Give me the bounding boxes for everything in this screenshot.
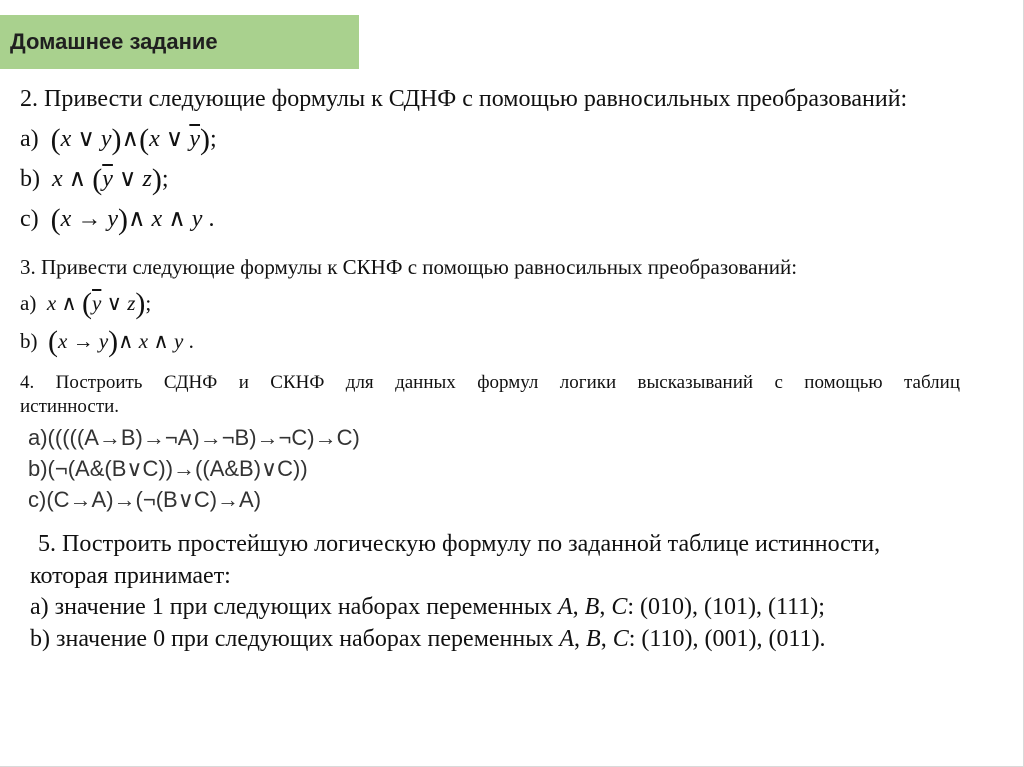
task5-a-text: a) значение 1 при следующих наборах переменных <box>30 594 552 620</box>
var-c: C <box>612 626 629 652</box>
task2-formula-a <box>20 124 217 155</box>
task4-heading: 4. Построить СДНФ и СКНФ для данных формул логики высказываний с помощью таблиц <box>20 372 960 393</box>
var-c: C <box>611 594 628 620</box>
task3-b-expression: (x → y)∧ x ∧ y . <box>48 325 194 358</box>
task2-b-expression: x ∧ ($\overline{y}$ ∨ z); <box>52 163 169 196</box>
task5-a-sets: : (010), (101), (111); <box>627 594 825 620</box>
task3-a-label: a) <box>20 291 37 315</box>
task5-item-a: a) значение 1 при следующих наборах переменных A, B, C: (010), (101), (111); <box>30 594 825 620</box>
task2-c-expression: (x → y)∧ x ∧ y . <box>50 203 215 236</box>
task4-formula-b: b)(¬(A&(B∨C))→((A&B)∨C)) <box>28 456 308 481</box>
task3-b-label: b) <box>20 329 38 353</box>
task5-item-b: b) значение 0 при следующих наборах переменных A, B, C: (110), (001), (011). <box>30 626 826 652</box>
task5-b-sets: : (110), (001), (011). <box>628 626 826 652</box>
task4-formula-c: c)(C→A)→(¬(B∨C)→A) <box>28 487 262 512</box>
task4-formula-a: a)(((((A→B)→¬A)→¬B)→¬C)→C) <box>28 425 360 450</box>
task2-c-label: c) <box>20 206 39 232</box>
task2-b-label: b) <box>20 166 40 192</box>
task2-a-label: a) <box>20 126 39 152</box>
task2-formula-b <box>20 164 168 195</box>
task5-heading-cont: которая принимает: <box>30 563 231 589</box>
task5-heading: 5. Построить простейшую логическую формулу по заданной таблице истинности, <box>38 531 881 557</box>
task2-a-expression: (x ∨ y)∧(x ∨ $\overline{y}$); <box>50 123 217 156</box>
task5-b-text: b) значение 0 при следующих наборах переменных <box>30 626 554 652</box>
task4-heading-cont: истинности. <box>20 396 120 417</box>
task2-formula-c <box>20 204 214 235</box>
task3-heading: 3. Привести следующие формулы к СКНФ с помощью равносильных преобразований: <box>20 255 798 279</box>
var-a: A <box>558 594 573 620</box>
task2-heading: 2. Привести следующие формулы к СДНФ с помощью равносильных преобразований: <box>20 86 908 112</box>
var-b: B <box>584 594 600 620</box>
var-b: B <box>586 626 601 652</box>
task3-a-expression: x ∧ ($\overline{y}$ ∨ z); <box>46 287 152 320</box>
task3-formula-b <box>20 327 194 357</box>
task3-formula-a <box>20 289 151 319</box>
slide-title: Домашнее задание <box>0 15 359 69</box>
var-a: A <box>559 626 575 652</box>
